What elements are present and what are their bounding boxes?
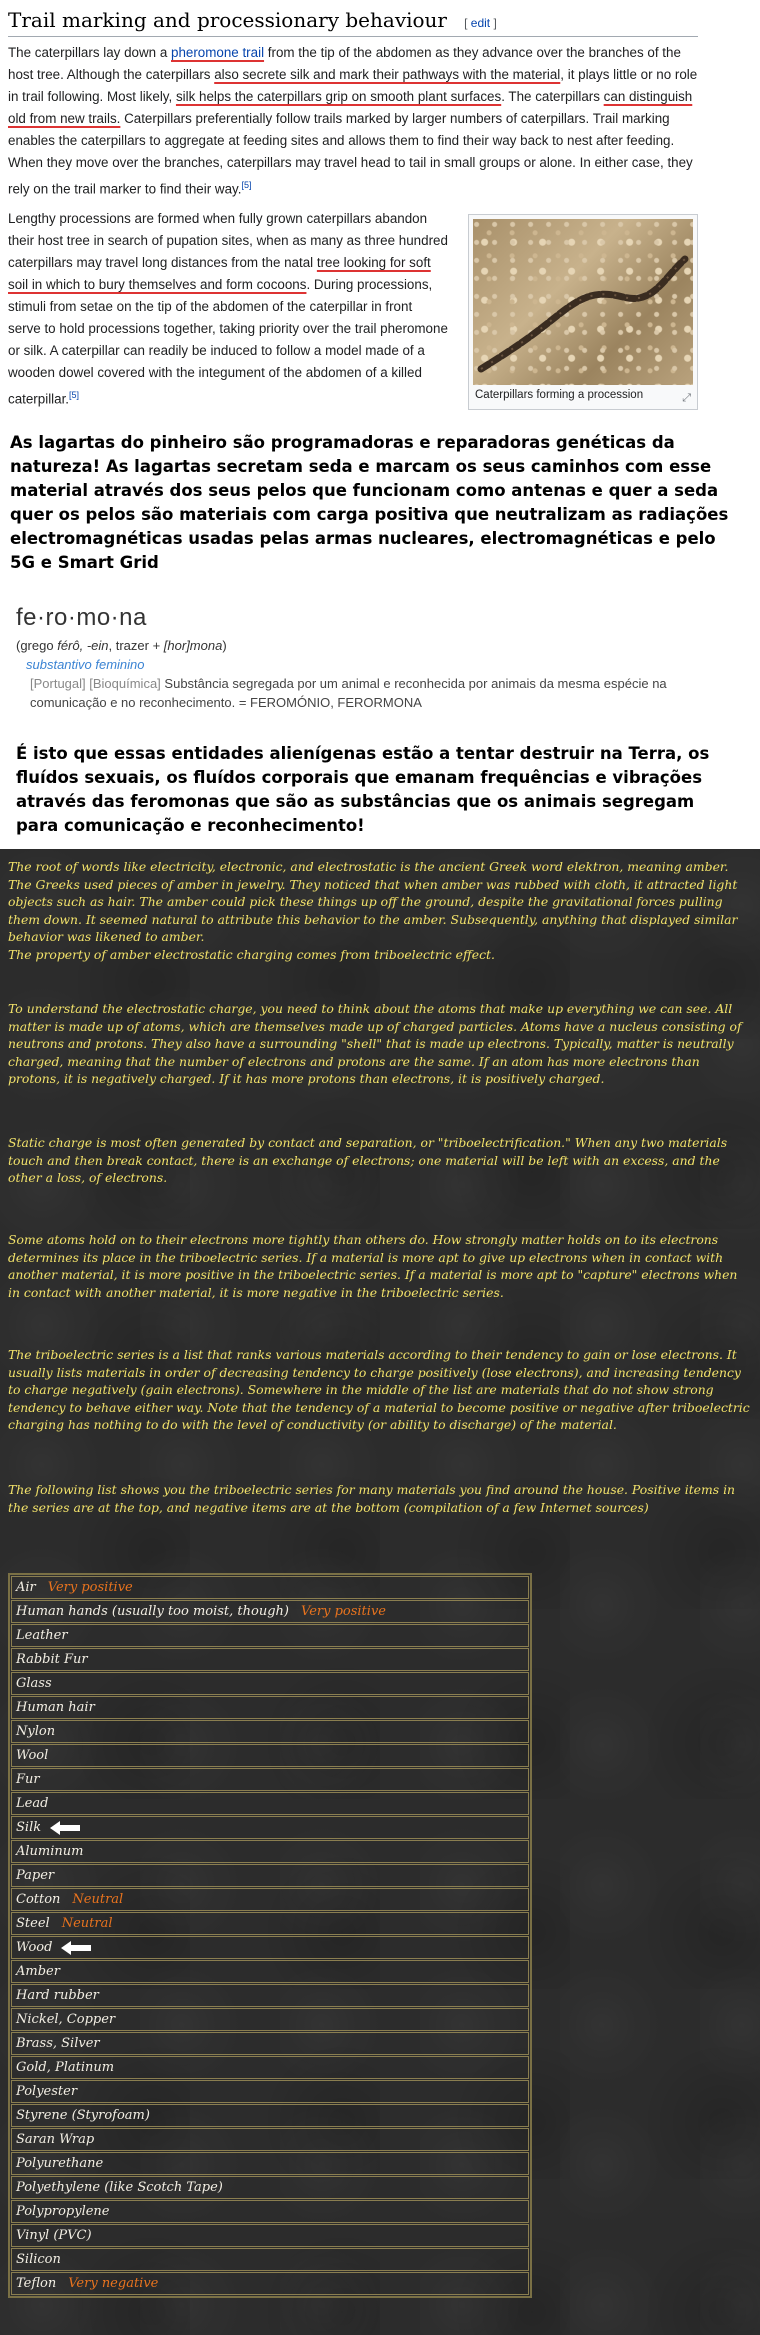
- text: . The caterpillars: [501, 89, 604, 104]
- text: The root of words like electricity, electronic, and electrostatic is the ancient Greek word elektron, meaning amber. The Greeks used pieces of amber in jewelry. They noticed that when amber was rubbed with cloth, it attracted light objects such as hair. The amber could pick these things up off the ground, despite the gravitational forces pulling them down. It seemed natural to attribute this behavior to the amber. Subsequently, anything that displayed similar behavior was likened to amber.: [8, 859, 738, 944]
- table-row: [11, 2080, 529, 2103]
- material-name: Gold, Platinum: [16, 2060, 115, 2075]
- edit-section: [464, 16, 497, 30]
- table-row: [11, 1792, 529, 1815]
- table-row: [11, 1672, 529, 1695]
- table-row: [11, 1720, 529, 1743]
- text: Lengthy processions are formed when fully grown caterpillars abandon their host tree in search of pupation sites, when as many as three hundred caterpillars may travel long distances from the natal: [8, 211, 448, 270]
- material-name: Teflon: [16, 2276, 57, 2291]
- text: , it plays little or no role in trail following. Most likely,: [8, 67, 698, 104]
- table-row: [11, 2200, 529, 2223]
- material-name: Human hair: [16, 1700, 95, 1715]
- material-name: Brass, Silver: [16, 2036, 100, 2051]
- material-name: Silk: [16, 1820, 42, 1835]
- material-name: Fur: [16, 1772, 40, 1787]
- reference-link[interactable]: [5]: [241, 180, 252, 190]
- table-row: [11, 2032, 529, 2055]
- table-row: [11, 1600, 529, 1623]
- material-name: Rabbit Fur: [16, 1652, 88, 1667]
- material-name: Steel: [16, 1916, 50, 1931]
- text: [hor]mona: [163, 638, 223, 653]
- edit-link[interactable]: edit: [470, 16, 491, 30]
- electron-hold-paragraph: Some atoms hold on to their electrons more tightly than others do. How strongly matter holds on to its electrons determines its place in the triboelectric series. If a material is more apt to give up electrons when in contact with another material, it is more positive in the triboelectric series. If a material is more apt to "capture" electrons when in contact with another material, it is more negative in the triboelectric series.: [8, 1232, 738, 1300]
- underlined-text: also secrete silk and mark their pathways with the material: [214, 67, 561, 82]
- edit-bracket-close: ]: [493, 16, 497, 30]
- table-row: [11, 1696, 529, 1719]
- table-row: [11, 1648, 529, 1671]
- table-row: [11, 2008, 529, 2031]
- material-name: Nickel, Copper: [16, 2012, 116, 2027]
- material-name: Glass: [16, 1676, 52, 1691]
- portuguese-statement-pheromones: É isto que essas entidades alienígenas estão a tentar destruir na Terra, os fluídos sexuais, os fluídos corporais que emanam frequências e vibrações através das feromonas que são as substâncias que os animais segregam para comunicação e reconhecimento!: [16, 744, 710, 835]
- table-row: [11, 1888, 529, 1911]
- definition: [30, 674, 716, 712]
- material-name: Human hands (usually too moist, though): [16, 1604, 289, 1619]
- underlined-text: tree looking for soft soil in which to bury themselves and form cocoons: [8, 255, 431, 292]
- table-row: [11, 2272, 529, 2295]
- table-row: [11, 2224, 529, 2247]
- dictionary-headword: fe·ro·mo·na: [16, 604, 147, 631]
- material-name: Polyester: [16, 2084, 78, 2099]
- material-name: Polyethylene (like Scotch Tape): [16, 2180, 223, 2195]
- text: férô, -ein: [57, 638, 109, 653]
- charge-note: Neutral: [72, 1892, 124, 1907]
- left-arrow-icon: [60, 1940, 92, 1956]
- material-name: Polyurethane: [16, 2156, 104, 2171]
- material-name: Cotton: [16, 1892, 61, 1907]
- thumbnail-caption: Caterpillars forming a procession: [475, 389, 644, 401]
- section-heading: [8, 8, 698, 37]
- material-name: Polypropylene: [16, 2204, 110, 2219]
- material-name: Leather: [16, 1628, 68, 1643]
- material-name: Paper: [16, 1868, 55, 1883]
- table-row: [11, 1744, 529, 1767]
- definition-tags: [Portugal] [Bioquímica]: [30, 676, 161, 691]
- underlined-text: can distinguish old from new trails.: [8, 89, 693, 126]
- triboelectric-series-paragraph: The triboelectric series is a list that ranks various materials according to their tendency to gain or lose electrons. It usually lists materials in order of decreasing tendency to charge positively (lose electrons), and increasing tendency to charge negatively (gain electrons). Somewhere in the middle of the list are materials that do not show strong tendency to behave either way. Note that the tendency of a material to become positive or negative after triboelectric charging has nothing to do with the level of conductivity (or ability to discharge) of the material.: [8, 1347, 750, 1432]
- material-name: Wool: [16, 1748, 49, 1763]
- definition-text: Substância segregada por um animal e reconhecida por animais da mesma espécie na comunicação e no reconhecimento. = FEROMÓNIO, FERORMONA: [30, 676, 667, 710]
- paragraph-trail-marking: [8, 42, 700, 200]
- left-arrow-icon: [49, 1820, 81, 1836]
- material-name: Styrene (Styrofoam): [16, 2108, 150, 2123]
- charge-note: Neutral: [61, 1916, 113, 1931]
- table-row: [11, 2104, 529, 2127]
- table-row: [11, 1984, 529, 2007]
- table-row: [11, 1624, 529, 1647]
- charge-note: Very negative: [68, 2276, 159, 2291]
- table-row: [11, 1960, 529, 1983]
- charge-note: Very positive: [47, 1580, 133, 1595]
- electrostatic-paragraph: To understand the electrostatic charge, you need to think about the atoms that make up everything we can see. All matter is made up of atoms, which are themselves made up of charged particles. Atoms have a nucleus consisting of neutrons and protons. They also have a surrounding "shell" that is made up electrons. Typically, matter is neutrally charged, meaning that the number of electrons and protons are the same. If an atom has more electrons than protons, it is negatively charged. If it has more protons than electrons, it is positively charged.: [8, 1001, 742, 1086]
- enlarge-icon[interactable]: ⤢: [682, 391, 691, 404]
- amber-paragraph: [8, 858, 750, 963]
- material-name: Air: [16, 1580, 36, 1595]
- table-row: [11, 1864, 529, 1887]
- material-name: Aluminum: [16, 1844, 84, 1859]
- reference-link[interactable]: [5]: [69, 390, 80, 400]
- section-title: Trail marking and processionary behaviour: [8, 8, 447, 32]
- etymology: [16, 638, 716, 653]
- text: . During processions, stimuli from setae on the tip of the abdomen of the caterpillar in front serve to hold processions together, taking priority over the trail pheromone or silk. A caterpillar can readily be induced to follow a model made of a wooden dowel covered with the integument of the abdomen of a killed caterpillar.: [8, 277, 448, 407]
- text: , trazer +: [108, 638, 164, 653]
- paragraph-processions: [8, 208, 448, 410]
- table-row: [11, 1768, 529, 1791]
- edit-bracket-open: [: [464, 16, 468, 30]
- charge-note: Very positive: [301, 1604, 386, 1619]
- text: from the tip of the abdomen as they advance over the branches of the host tree. Although the caterpillars: [8, 45, 681, 82]
- text: The property of amber electrostatic charging comes from triboelectric effect.: [8, 946, 495, 962]
- material-name: Lead: [16, 1796, 49, 1811]
- table-row: [11, 2248, 529, 2271]
- material-name: Vinyl (PVC): [16, 2228, 92, 2243]
- dictionary-entry: [16, 604, 716, 712]
- triboelectric-series-table: [8, 1573, 532, 2298]
- table-row: [11, 1840, 529, 1863]
- material-name: Saran Wrap: [16, 2132, 95, 2147]
- portuguese-statement-caterpillars: As lagartas do pinheiro são programadoras e reparadoras genéticas da natureza! As lagartas secretam seda e marcam os seus caminhos com esse material através dos seus pelos que funcionam como antenas e quer a seda quer os pelos são materiais com carga positiva que neutralizam as radiações electromagnéticas usadas pelas armas nucleares, electromagnéticas e pelo 5G e Smart Grid: [10, 433, 729, 572]
- procession-drawing: [473, 219, 693, 385]
- pheromone-trail-link[interactable]: pheromone trail: [171, 45, 265, 60]
- material-name: Wood: [16, 1940, 53, 1955]
- text: Caterpillars preferentially follow trails marked by larger numbers of caterpillars. Trail marking enables the caterpillars to aggregate at feeding sites and allows them to find their way back to nest after feeding. When they move over the branches, caterpillars may travel head to tail in small groups or alone. In either case, they rely on the trail marker to find their way.: [8, 111, 693, 197]
- list-intro-paragraph: The following list shows you the triboelectric series for many materials you find around the house. Positive items in the series are at the top, and negative items are at the bottom (compilation of a few Internet sources): [8, 1482, 736, 1515]
- text: ): [222, 638, 227, 653]
- part-of-speech: substantivo feminino: [26, 657, 145, 672]
- static-charge-paragraph: Static charge is most often generated by contact and separation, or "triboelectrification." When any two materials touch and then break contact, there is an exchange of electrons; one material will be left with an excess, and the other a loss, of electrons.: [8, 1135, 728, 1185]
- underlined-text: silk helps the caterpillars grip on smooth plant surfaces: [175, 89, 502, 104]
- table-row: [11, 1816, 529, 1839]
- table-row: [11, 2176, 529, 2199]
- text: (grego: [16, 638, 58, 653]
- table-row: [11, 2128, 529, 2151]
- text: The caterpillars lay down a: [8, 45, 171, 60]
- table-row: [11, 2056, 529, 2079]
- caterpillar-procession-image[interactable]: [473, 219, 693, 385]
- caterpillar-thumbnail[interactable]: [468, 214, 698, 410]
- material-name: Amber: [16, 1964, 60, 1979]
- table-row: [11, 2152, 529, 2175]
- table-row: [11, 1936, 529, 1959]
- table-row: [11, 1912, 529, 1935]
- material-name: Silicon: [16, 2252, 61, 2267]
- material-name: Nylon: [16, 1724, 56, 1739]
- table-row: [11, 1576, 529, 1599]
- material-name: Hard rubber: [16, 1988, 99, 2003]
